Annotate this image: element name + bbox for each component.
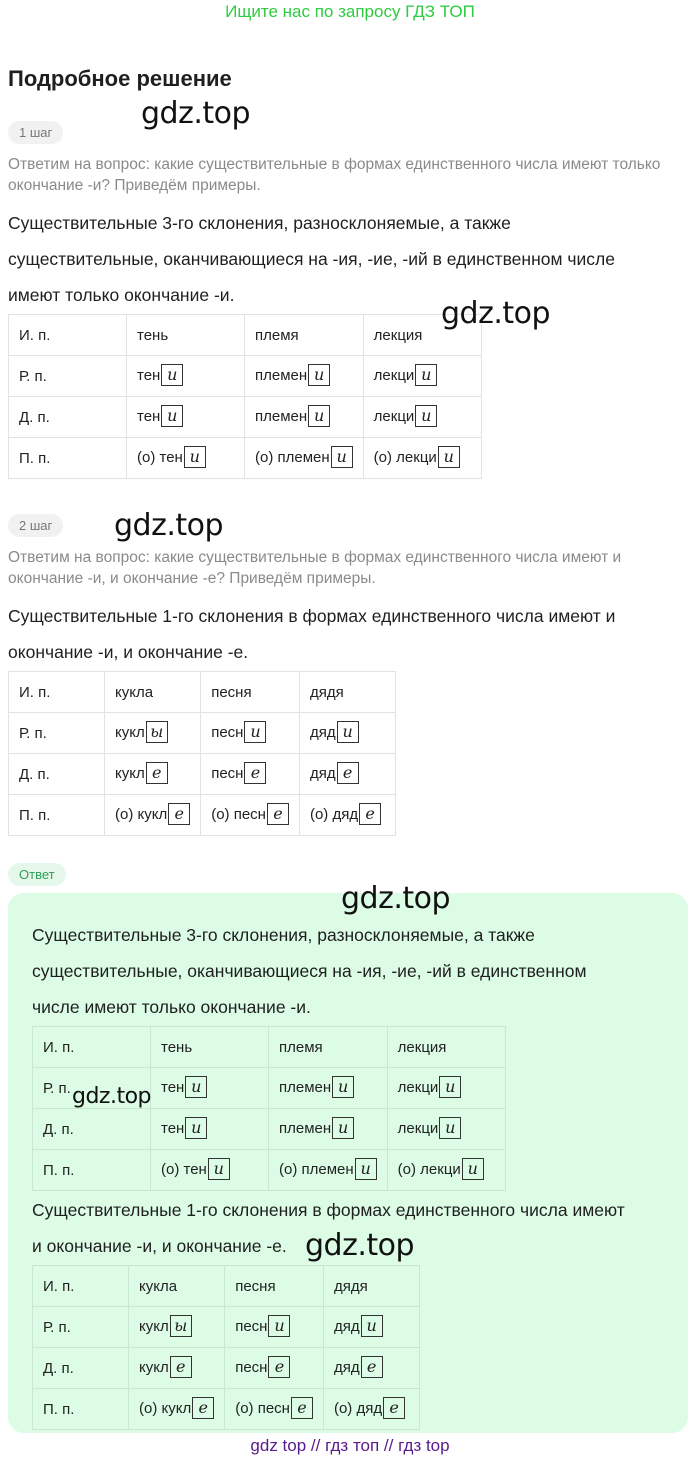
ending-box: и bbox=[185, 1076, 207, 1098]
word-form-cell bbox=[323, 1307, 419, 1348]
case-label: И. п. bbox=[43, 1038, 75, 1056]
paragraph-line: существительные, оканчивающиеся на -ия, -ие, -ий в единственном числе bbox=[8, 249, 615, 269]
word-stem: кукл bbox=[115, 723, 145, 741]
word-stem: дяд bbox=[333, 1317, 360, 1335]
word-stem: (о) песн bbox=[211, 805, 266, 823]
word-stem: (о) тен bbox=[161, 1160, 207, 1178]
word-stem: дяд bbox=[333, 1358, 360, 1376]
watermark: gdz.top bbox=[141, 96, 251, 131]
word-stem: тен bbox=[137, 366, 161, 384]
word-stem: дядя bbox=[309, 683, 344, 701]
word-stem: (о) кукл bbox=[115, 805, 168, 823]
word-stem: племя bbox=[255, 326, 299, 344]
case-label: Д. п. bbox=[19, 408, 50, 426]
word-stem: песня bbox=[235, 1277, 276, 1295]
word-form-cell bbox=[299, 795, 395, 836]
paragraph-line: имеют только окончание -и. bbox=[8, 285, 235, 305]
case-label-cell bbox=[33, 1389, 129, 1430]
word-stem: песн bbox=[211, 764, 244, 782]
table-row bbox=[33, 1266, 420, 1307]
ending-box: ы bbox=[146, 721, 168, 743]
ending-box: и bbox=[355, 1158, 377, 1180]
word-form-cell bbox=[127, 356, 245, 397]
case-label-cell bbox=[9, 397, 127, 438]
case-label: Д. п. bbox=[43, 1359, 74, 1377]
word-stem: племя bbox=[279, 1038, 323, 1056]
word-stem: кукл bbox=[139, 1317, 169, 1335]
case-label-cell bbox=[9, 315, 127, 356]
answer-box bbox=[8, 893, 688, 1433]
word-form-cell bbox=[151, 1068, 269, 1109]
case-label: Р. п. bbox=[19, 724, 47, 742]
case-label-cell bbox=[9, 754, 105, 795]
word-form-cell bbox=[387, 1068, 505, 1109]
case-label: Д. п. bbox=[19, 765, 50, 783]
word-form-cell bbox=[225, 1266, 324, 1307]
table-row bbox=[33, 1348, 420, 1389]
word-stem: кукла bbox=[115, 683, 154, 701]
ending-box: е bbox=[168, 803, 190, 825]
table-row bbox=[9, 672, 396, 713]
step-2-declension-table bbox=[8, 671, 396, 836]
word-form-cell bbox=[201, 795, 300, 836]
word-form-cell bbox=[323, 1348, 419, 1389]
word-stem: кукла bbox=[139, 1277, 178, 1295]
word-stem: (о) дяд bbox=[333, 1399, 383, 1417]
ending-box: и bbox=[337, 721, 359, 743]
case-label-cell bbox=[33, 1307, 129, 1348]
ending-box: е bbox=[267, 803, 289, 825]
word-stem: (о) племен bbox=[255, 448, 330, 466]
ending-box: и bbox=[184, 446, 206, 468]
word-form-cell bbox=[269, 1150, 388, 1191]
word-stem: лекци bbox=[397, 1119, 439, 1137]
word-stem: тен bbox=[161, 1078, 185, 1096]
table-row bbox=[9, 397, 482, 438]
word-stem: (о) тен bbox=[137, 448, 183, 466]
watermark: gdz.top bbox=[441, 296, 551, 331]
case-label: И. п. bbox=[19, 326, 51, 344]
ending-box: и bbox=[361, 1315, 383, 1337]
ending-box: е bbox=[170, 1356, 192, 1378]
paragraph-line: Существительные 3-го склонения, разносклоняемые, а также bbox=[32, 925, 535, 945]
ending-box: и bbox=[208, 1158, 230, 1180]
word-form-cell bbox=[387, 1027, 505, 1068]
table-row bbox=[9, 315, 482, 356]
word-stem: тен bbox=[137, 407, 161, 425]
ending-box: ы bbox=[170, 1315, 192, 1337]
word-form-cell bbox=[127, 397, 245, 438]
paragraph-line: Существительные 3-го склонения, разносклоняемые, а также bbox=[8, 213, 511, 233]
ending-box: и bbox=[308, 364, 330, 386]
ending-box: е bbox=[291, 1397, 313, 1419]
ending-box: и bbox=[332, 1117, 354, 1139]
ending-box: е bbox=[337, 762, 359, 784]
word-stem: племен bbox=[279, 1119, 332, 1137]
word-stem: дяд bbox=[309, 723, 336, 741]
case-label: И. п. bbox=[43, 1277, 75, 1295]
word-form-cell bbox=[299, 713, 395, 754]
word-form-cell bbox=[105, 713, 201, 754]
word-form-cell bbox=[151, 1150, 269, 1191]
word-form-cell bbox=[151, 1109, 269, 1150]
step-1-badge: 1 шаг bbox=[8, 121, 63, 144]
step-2-paragraph bbox=[8, 598, 615, 670]
table-row bbox=[9, 713, 396, 754]
word-form-cell bbox=[269, 1027, 388, 1068]
case-label: И. п. bbox=[19, 683, 51, 701]
case-label-cell bbox=[9, 356, 127, 397]
word-form-cell bbox=[201, 713, 300, 754]
word-stem: тен bbox=[161, 1119, 185, 1137]
word-form-cell bbox=[245, 438, 364, 479]
word-form-cell bbox=[363, 356, 481, 397]
word-stem: лекци bbox=[373, 407, 415, 425]
word-form-cell bbox=[363, 397, 481, 438]
word-stem: дядя bbox=[333, 1277, 368, 1295]
ending-box: и bbox=[462, 1158, 484, 1180]
ending-box: и bbox=[308, 405, 330, 427]
word-form-cell bbox=[201, 754, 300, 795]
word-stem: песн bbox=[235, 1317, 268, 1335]
ending-box: и bbox=[244, 721, 266, 743]
word-stem: племен bbox=[279, 1078, 332, 1096]
word-stem: (о) лекци bbox=[397, 1160, 461, 1178]
word-stem: песн bbox=[211, 723, 244, 741]
table-row bbox=[33, 1109, 506, 1150]
word-stem: дяд bbox=[309, 764, 336, 782]
word-form-cell bbox=[299, 672, 395, 713]
word-stem: лекция bbox=[397, 1038, 447, 1056]
case-label: Д. п. bbox=[43, 1120, 74, 1138]
step-1-question: Ответим на вопрос: какие существительные в формах единственного числа имеют только окончание -и? Приведём примеры. bbox=[8, 156, 661, 194]
word-form-cell bbox=[105, 795, 201, 836]
word-stem: племен bbox=[255, 366, 308, 384]
table-row bbox=[33, 1307, 420, 1348]
case-label-cell bbox=[33, 1348, 129, 1389]
word-stem: (о) лекци bbox=[373, 448, 437, 466]
table-row bbox=[9, 795, 396, 836]
paragraph-line: и окончание -и, и окончание -е. bbox=[32, 1236, 287, 1256]
word-form-cell bbox=[323, 1266, 419, 1307]
ending-box: е bbox=[359, 803, 381, 825]
ending-box: и bbox=[332, 1076, 354, 1098]
word-form-cell bbox=[129, 1389, 225, 1430]
watermark: gdz.top bbox=[72, 1084, 152, 1109]
ending-box: и bbox=[415, 364, 437, 386]
ending-box: и bbox=[161, 405, 183, 427]
word-stem: кукл bbox=[115, 764, 145, 782]
table-row bbox=[9, 438, 482, 479]
page-title: Подробное решение bbox=[8, 66, 232, 91]
answer-table-2 bbox=[32, 1265, 420, 1430]
ending-box: и bbox=[439, 1076, 461, 1098]
word-form-cell bbox=[323, 1389, 419, 1430]
word-form-cell bbox=[129, 1307, 225, 1348]
ending-box: и bbox=[439, 1117, 461, 1139]
table-row bbox=[9, 754, 396, 795]
case-label-cell bbox=[33, 1027, 151, 1068]
paragraph-line: Существительные 1-го склонения в формах единственного числа имеют и bbox=[8, 606, 616, 626]
paragraph-line: Существительные 1-го склонения в формах единственного числа имеют bbox=[32, 1200, 625, 1220]
word-form-cell bbox=[299, 754, 395, 795]
case-label: П. п. bbox=[19, 449, 51, 467]
table-row bbox=[33, 1389, 420, 1430]
word-stem: (о) племен bbox=[279, 1160, 354, 1178]
case-label: П. п. bbox=[43, 1161, 75, 1179]
case-label-cell bbox=[9, 438, 127, 479]
case-label-cell bbox=[9, 672, 105, 713]
word-stem: (о) кукл bbox=[139, 1399, 192, 1417]
step-2-question: Ответим на вопрос: какие существительные в формах единственного числа имеют и окончание -и, и окончание -е? Приведём примеры. bbox=[8, 549, 622, 587]
word-form-cell bbox=[151, 1027, 269, 1068]
paragraph-line: окончание -и, и окончание -е. bbox=[8, 642, 249, 662]
word-form-cell bbox=[225, 1348, 324, 1389]
word-form-cell bbox=[225, 1389, 324, 1430]
word-form-cell bbox=[269, 1109, 388, 1150]
ending-box: и bbox=[161, 364, 183, 386]
word-form-cell bbox=[245, 315, 364, 356]
table-row bbox=[33, 1150, 506, 1191]
word-stem: (о) дяд bbox=[309, 805, 359, 823]
ending-box: е bbox=[146, 762, 168, 784]
word-form-cell bbox=[269, 1068, 388, 1109]
word-stem: лекция bbox=[373, 326, 423, 344]
case-label: Р. п. bbox=[43, 1318, 71, 1336]
word-stem: лекци bbox=[373, 366, 415, 384]
watermark: gdz.top bbox=[114, 508, 224, 543]
word-form-cell bbox=[127, 438, 245, 479]
ending-box: е bbox=[383, 1397, 405, 1419]
watermark: gdz.top bbox=[305, 1228, 415, 1263]
word-stem: песн bbox=[235, 1358, 268, 1376]
ending-box: е bbox=[244, 762, 266, 784]
case-label-cell bbox=[9, 795, 105, 836]
case-label-cell bbox=[33, 1150, 151, 1191]
ending-box: и bbox=[268, 1315, 290, 1337]
case-label: Р. п. bbox=[43, 1079, 71, 1097]
answer-paragraph-1 bbox=[32, 917, 587, 1025]
word-form-cell bbox=[127, 315, 245, 356]
ending-box: е bbox=[361, 1356, 383, 1378]
word-stem: кукл bbox=[139, 1358, 169, 1376]
ending-box: и bbox=[415, 405, 437, 427]
word-form-cell bbox=[225, 1307, 324, 1348]
word-form-cell bbox=[129, 1348, 225, 1389]
word-form-cell bbox=[387, 1150, 505, 1191]
ending-box: е bbox=[268, 1356, 290, 1378]
word-stem: тень bbox=[161, 1038, 193, 1056]
word-form-cell bbox=[105, 672, 201, 713]
paragraph-line: существительные, оканчивающиеся на -ия, -ие, -ий в единственном bbox=[32, 961, 587, 981]
table-row bbox=[9, 356, 482, 397]
word-form-cell bbox=[201, 672, 300, 713]
case-label: П. п. bbox=[43, 1400, 75, 1418]
word-form-cell bbox=[387, 1109, 505, 1150]
answer-badge: Ответ bbox=[8, 863, 66, 886]
step-1-declension-table bbox=[8, 314, 482, 479]
paragraph-line: числе имеют только окончание -и. bbox=[32, 997, 311, 1017]
word-stem: лекци bbox=[397, 1078, 439, 1096]
ending-box: и bbox=[185, 1117, 207, 1139]
step-2-badge: 2 шаг bbox=[8, 514, 63, 537]
word-form-cell bbox=[363, 438, 481, 479]
word-form-cell bbox=[245, 356, 364, 397]
word-stem: (о) песн bbox=[235, 1399, 290, 1417]
table-row bbox=[33, 1027, 506, 1068]
word-form-cell bbox=[129, 1266, 225, 1307]
word-stem: тень bbox=[137, 326, 169, 344]
ending-box: е bbox=[192, 1397, 214, 1419]
word-form-cell bbox=[105, 754, 201, 795]
case-label: Р. п. bbox=[19, 367, 47, 385]
case-label: П. п. bbox=[19, 806, 51, 824]
case-label-cell bbox=[33, 1109, 151, 1150]
ending-box: и bbox=[331, 446, 353, 468]
word-stem: племен bbox=[255, 407, 308, 425]
case-label-cell bbox=[9, 713, 105, 754]
footer-links: gdz top // гдз топ // гдз top bbox=[250, 1436, 450, 1455]
watermark: gdz.top bbox=[341, 881, 451, 916]
case-label-cell bbox=[33, 1266, 129, 1307]
word-form-cell bbox=[245, 397, 364, 438]
ending-box: и bbox=[438, 446, 460, 468]
word-stem: песня bbox=[211, 683, 252, 701]
top-banner: Ищите нас по запросу ГДЗ ТОП bbox=[225, 2, 475, 21]
